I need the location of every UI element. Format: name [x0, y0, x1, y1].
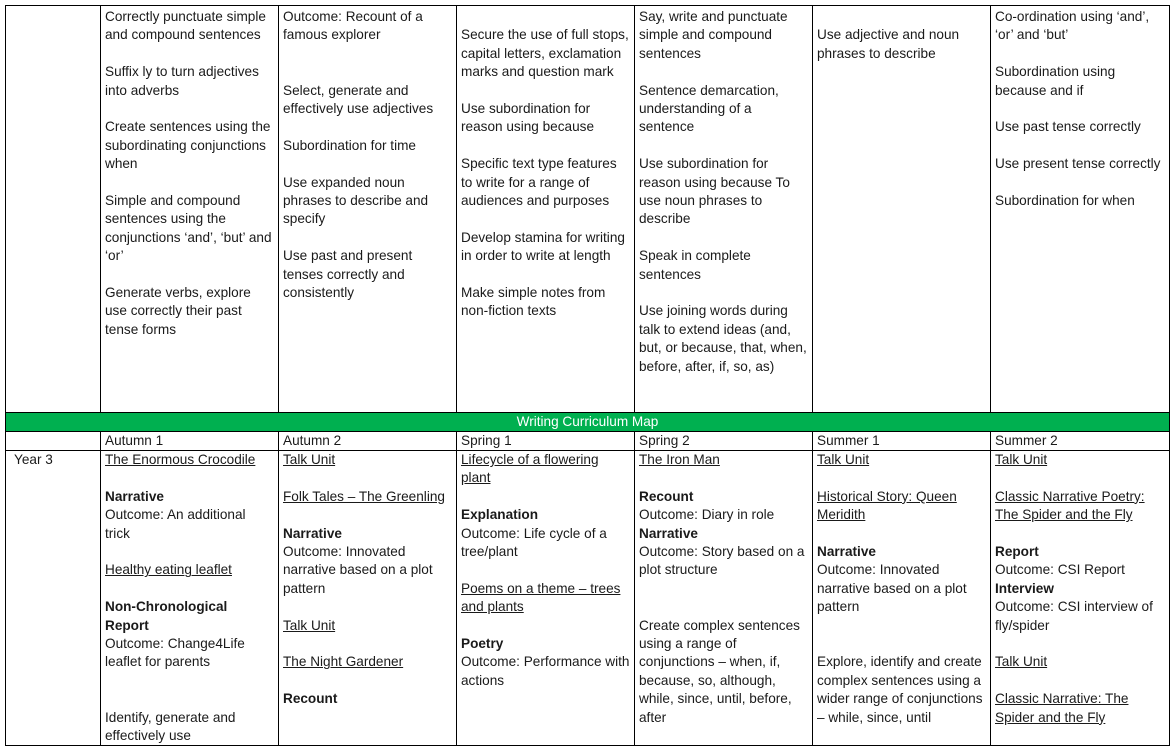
year3-cell-5	[813, 451, 991, 746]
cell-text: Outcome: Recount of a famous explorer	[283, 9, 423, 43]
spacer	[817, 469, 986, 487]
genre-heading: Narrative	[283, 525, 342, 541]
spacer	[995, 672, 1165, 690]
term-header: Autumn 2	[279, 432, 457, 451]
spacer	[461, 8, 630, 26]
term-header: Summer 1	[813, 432, 991, 451]
unit-title: Lifecycle of a flowering plant	[461, 452, 599, 486]
cell-text: Subordination for time	[283, 137, 416, 153]
year3-cell-4	[635, 451, 813, 746]
cell-text: Subordination using because and if	[995, 64, 1116, 98]
objectives-cell-2	[279, 6, 457, 413]
genre-heading: Recount	[639, 488, 694, 504]
spacer	[461, 488, 630, 506]
spacer	[817, 8, 986, 26]
cell-text: Speak in complete sentences	[639, 248, 751, 282]
cell-text: Outcome: Innovated narrative based on a plot pattern	[283, 544, 433, 596]
year-label-text: Year 3	[14, 452, 53, 467]
cell-text: Suffix ly to turn adjectives into adverbs	[105, 64, 259, 98]
spacer	[461, 210, 630, 228]
cell-text: Use subordination for reason using because	[461, 101, 595, 135]
cell-text: Use adjective and noun phrases to describe	[817, 27, 960, 61]
genre-heading: Narrative	[817, 544, 876, 559]
cell-text: Outcome: CSI Report	[995, 562, 1125, 578]
unit-title: Talk Unit	[995, 452, 1048, 467]
spacer	[105, 543, 274, 561]
genre-heading: Narrative	[105, 488, 164, 504]
cell-text: Use past and present tenses correctly and consistently	[283, 248, 413, 301]
cell-text: Specific text type features to write for a range of audiences and purposes	[461, 156, 617, 209]
objectives-cell-6	[991, 6, 1170, 413]
spacer	[995, 45, 1165, 63]
genre-heading: Poetry	[461, 636, 504, 652]
spacer	[817, 525, 986, 543]
spacer	[105, 690, 274, 708]
spacer	[283, 45, 452, 63]
cell-text: Generate verbs, explore use correctly their past tense forms	[105, 285, 251, 337]
spacer	[639, 137, 808, 155]
spacer	[817, 635, 986, 653]
cell-text: Outcome: Innovated narrative based on a plot pattern	[817, 562, 967, 615]
cell-text: Sentence demarcation, understanding of a sentence	[639, 82, 779, 135]
year3-cell-2	[279, 451, 457, 746]
spacer	[105, 100, 274, 118]
cell-text: Explore, identify and create complex sentences using a wider range of conjunctions – while, since, until	[817, 654, 983, 725]
curriculum-table	[5, 5, 1170, 746]
cell-text: Outcome: Performance with actions	[461, 654, 630, 688]
spacer	[639, 469, 808, 487]
spacer	[105, 174, 274, 192]
spacer	[995, 100, 1165, 118]
spacer	[283, 598, 452, 616]
term-header: Spring 2	[635, 432, 813, 451]
spacer	[283, 506, 452, 524]
genre-heading: Non-Chronological Report	[105, 599, 228, 633]
cell-text: Use present tense correctly	[995, 156, 1161, 172]
spacer	[995, 525, 1165, 543]
spacer	[105, 580, 274, 598]
term-header: Summer 2	[991, 432, 1170, 451]
year3-cell-6	[991, 451, 1170, 746]
spacer	[817, 617, 986, 635]
unit-title: Classic Narrative Poetry: The Spider and the Fly	[995, 488, 1145, 523]
terms-row	[6, 432, 1170, 451]
spacer	[995, 174, 1165, 192]
spacer	[461, 266, 630, 284]
spacer	[639, 284, 808, 302]
unit-title: Talk Unit	[283, 452, 336, 467]
spacer	[461, 561, 630, 579]
objectives-cell-4	[635, 6, 813, 413]
spacer	[283, 469, 452, 487]
spacer	[283, 229, 452, 247]
cell-text: Select, generate and effectively use adjectives	[283, 82, 434, 116]
cell-text: Use past tense correctly	[995, 119, 1141, 135]
spacer	[283, 155, 452, 173]
cell-text: Use joining words during talk to extend ideas (and, but, or because, that, when, before, after, if, so, as)	[639, 303, 807, 374]
banner-title: Writing Curriculum Map	[6, 413, 1170, 432]
cell-text: Use expanded noun phrases to describe and specify	[283, 174, 429, 227]
cell-text: Create sentences using the subordinating conjunctions when	[105, 119, 271, 172]
objectives-cell-1	[101, 6, 279, 413]
spacer	[995, 137, 1165, 155]
objectives-row	[6, 6, 1170, 413]
cell-text: Outcome: Life cycle of a tree/plant	[461, 525, 607, 560]
cell-text: Use subordination for reason using because To use noun phrases to describe	[639, 156, 790, 227]
year3-row	[6, 451, 1170, 746]
year-label	[6, 451, 101, 746]
spacer	[283, 118, 452, 136]
cell-text: Say, write and punctuate simple and compound sentences	[639, 9, 788, 61]
spacer	[461, 82, 630, 100]
unit-title: Healthy eating leaflet	[105, 562, 232, 578]
genre-heading: Recount	[283, 691, 338, 707]
year3-cell-1	[101, 451, 279, 746]
unit-title: Talk Unit	[817, 452, 870, 467]
cell-text: Secure the use of full stops, capital letters, exclamation marks and question mark	[461, 27, 629, 80]
unit-title: Poems on a theme – trees and plants	[461, 580, 621, 615]
unit-title: The Iron Man	[639, 452, 720, 467]
spacer	[283, 63, 452, 81]
spacer	[639, 580, 808, 598]
spacer	[995, 469, 1165, 487]
spacer	[639, 229, 808, 247]
spacer	[283, 635, 452, 653]
objectives-cell-3	[457, 6, 635, 413]
objectives-cell-5	[813, 6, 991, 413]
spacer	[105, 45, 274, 63]
spacer	[995, 635, 1165, 653]
cell-text: Outcome: Diary in role	[639, 507, 775, 523]
unit-title: Talk Unit	[283, 617, 336, 633]
cell-text: Simple and compound sentences using the conjunctions ‘and’, ‘but’ and ‘or’	[105, 193, 272, 264]
cell-text: Make simple notes from non-fiction texts	[461, 285, 606, 319]
unit-title: Classic Narrative: The Spider and the Fly	[995, 691, 1129, 725]
cell-text: Correctly punctuate simple and compound sentences	[105, 9, 266, 43]
genre-heading: Report	[995, 544, 1039, 559]
spacer	[105, 469, 274, 487]
year3-cell-3	[457, 451, 635, 746]
unit-title: The Night Gardener	[283, 654, 404, 670]
unit-title: Historical Story: Queen Meridith	[817, 488, 957, 523]
spacer	[283, 672, 452, 690]
banner-row	[6, 413, 1170, 432]
spacer	[639, 63, 808, 81]
cell-text: Outcome: An additional trick	[105, 507, 246, 541]
cell-text: Outcome: Story based on a plot structure	[639, 544, 805, 578]
genre-heading: Explanation	[461, 507, 539, 523]
cell-text: Develop stamina for writing in order to write at length	[461, 229, 625, 264]
unit-title: Talk Unit	[995, 654, 1048, 670]
term-header: Autumn 1	[101, 432, 279, 451]
cell-text: Subordination for when	[995, 193, 1135, 208]
spacer	[105, 672, 274, 690]
genre-heading: Narrative	[639, 525, 698, 541]
spacer	[105, 266, 274, 284]
spacer	[639, 598, 808, 616]
unit-title: The Enormous Crocodile	[105, 452, 256, 467]
cell-text: Co-ordination using ‘and’, ‘or’ and ‘but’	[995, 9, 1150, 43]
unit-title: Folk Tales – The Greenling	[283, 488, 445, 504]
genre-heading: Interview	[995, 580, 1054, 596]
row-label-cell	[6, 6, 101, 413]
spacer	[461, 137, 630, 155]
cell-text: Create complex sentences using a range of conjunctions – when, if, because, so, although, while, since, until, before, after	[639, 617, 800, 725]
terms-label-cell	[6, 432, 101, 451]
term-header: Spring 1	[457, 432, 635, 451]
cell-text: Outcome: CSI interview of fly/spider	[995, 599, 1153, 633]
spacer	[461, 617, 630, 635]
cell-text: Identify, generate and effectively use	[105, 709, 236, 744]
cell-text: Outcome: Change4Life leaflet for parents	[105, 636, 245, 670]
